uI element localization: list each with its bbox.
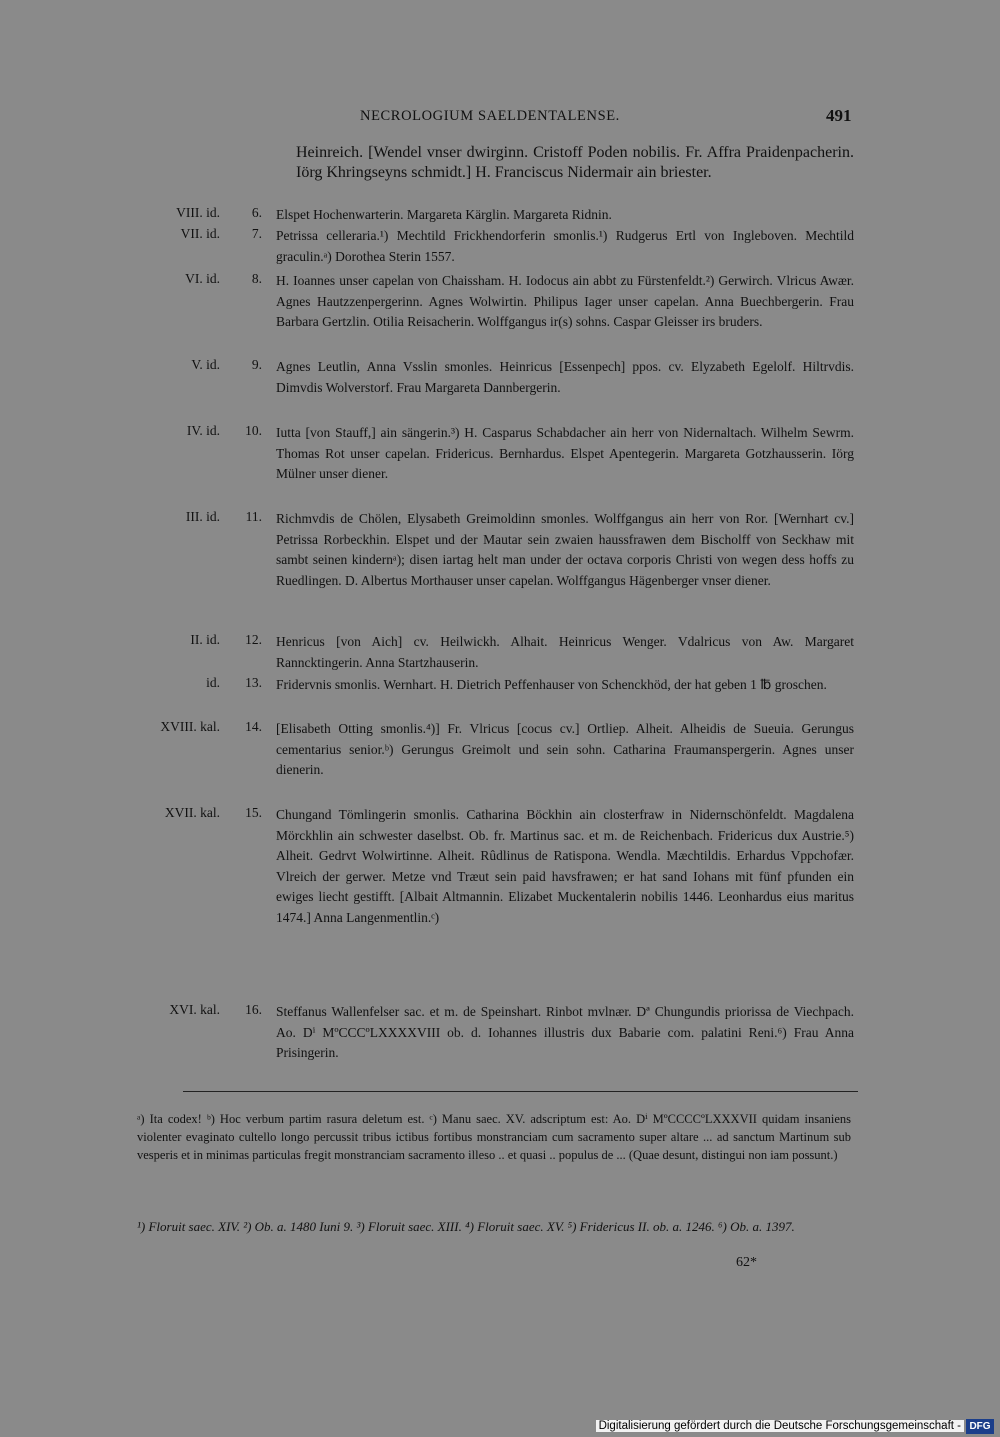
entry-text: Fridervnis smonlis. Wernhart. H. Dietrich Peffenhauser von Schenckhöd, der hat geben 1 ℔ groschen. [276, 677, 827, 692]
necrology-entry [0, 632, 1000, 675]
funding-credit: Digitalisierung gefördert durch die Deutsche Forschungsgemeinschaft - [596, 1420, 964, 1432]
entry-day: 6. [251, 205, 262, 220]
entry-date: VI. id. [185, 271, 220, 286]
necrology-entry [0, 423, 1000, 509]
entry-day: 9. [251, 357, 262, 372]
dfg-logo: DFG [966, 1419, 994, 1434]
entry-text: H. Ioannes unser capelan von Chaissham. H. Iodocus ain abbt zu Fürstenfeldt.²) Gerwirch. Vlricus Awær. Agnes Hautzzenpergerinn. Agnes Wolwirtin. Philipus Iager unser capelan. Anna Buechbergerin. Frau Barbara Gertzlin. Otilia Reisacherin. Wolffgangus ir(s) sohns. Caspar Gleisser irs bruders. [276, 273, 854, 330]
entry-day: 16. [245, 1002, 262, 1017]
signature-mark: 62* [736, 1255, 757, 1270]
entry-date: XVIII. kal. [160, 719, 220, 734]
entry-day: 15. [245, 805, 262, 820]
necrology-entry [0, 205, 1000, 226]
necrology-entry [0, 675, 1000, 719]
entry-date: III. id. [185, 509, 220, 524]
entry-day: 12. [245, 632, 262, 647]
entry-day: 10. [245, 423, 262, 438]
entry-day: 7. [251, 226, 262, 241]
entry-text: Elspet Hochenwarterin. Margareta Kärglin. Margareta Ridnin. [276, 207, 612, 222]
necrology-entry [0, 509, 1000, 632]
necrology-entry [0, 357, 1000, 423]
page-number: 491 [826, 106, 852, 125]
entry-text: Richmvdis de Chölen, Elysabeth Greimoldinn smonles. Wolffgangus ain herr von Ror. [Wernhart cv.] Petrissa Rorbeckhin. Elspet und der Mautar sein zwaien haussfrawen dem Bischolff von Seckhaw mit sambt seinen kindernᵃ); disen iartag helt man under der octava corporis Christi von wegen dess hoffs zu Ruedlingen. D. Albertus Morthauser unser capelan. Wolffgangus Hägenberger vnser diener. [276, 511, 854, 588]
entry-text: Chungand Tömlingerin smonlis. Catharina Böckhin ain closterfraw in Nidernschönfeldt. Magdalena Mörckhlin ain schwester daselbst. Ob. fr. Martinus sac. et m. de Reichenbach. Fridericus dux Austrie.⁵) Alheit. Gedrvt Wolwirtinne. Alheit. Rûdlinus de Ratispona. Wendla. Mæchtildis. Erhardus Vppchofær. Vlreich der gerwer. Metze vnd Træut sein paid havsfrawen; er hat sand Iohans mit fünf pfunden ein ewiges liecht gestifft. [Albait Altmannin. Elizabet Muckentalerin nobilis 1446. Leonhardus eius maritus 1474.] Anna Langenmentlin.ᶜ) [276, 807, 854, 925]
entry-date: II. id. [190, 632, 220, 647]
entry-text: Steffanus Wallenfelser sac. et m. de Speinshart. Rinbot mvlnær. Dª Chungundis priorissa de Viechpach. Ao. Dⁱ MºCCCºLXXXXVIII ob. d. Iohannes illustris dux Babarie com. palatini Reni.⁶) Frau Anna Prisingerin. [276, 1004, 854, 1061]
entry-date: XVI. kal. [169, 1002, 220, 1017]
entry-day: 14. [245, 719, 262, 734]
letter-footnotes: ᵃ) Ita codex! ᵇ) Hoc verbum partim rasura deletum est. ᶜ) Manu saec. XV. adscriptum est: Ao. Dⁱ MºCCCCºLXXXVII quidam insaniens violenter evaginato cultello longo percussit tribus ictibus fortibus monstranciam cum sacramento super altare ... ad sanctum Martinum sub vesperis et in minimas particulas fregit monstranciam sacramento illeso .. et quasi .. populus de ... (Quae desunt, distingui non iam possunt.) [137, 1112, 851, 1162]
number-footnotes: ¹) Floruit saec. XIV. ²) Ob. a. 1480 Iuni 9. ³) Floruit saec. XIII. ⁴) Floruit saec. XV. ⁵) Fridericus II. ob. a. 1246. ⁶) Ob. a. 1397. [137, 1219, 795, 1234]
entry-date: V. id. [191, 357, 220, 372]
entry-date: IV. id. [186, 423, 220, 438]
entry-text: Agnes Leutlin, Anna Vsslin smonles. Heinricus [Essenpech] ppos. cv. Elyzabeth Egelolf. Hiltrvdis. Dimvdis Wolverstorf. Frau Margareta Dannbergerin. [276, 359, 854, 395]
necrology-entry [0, 1002, 1000, 1088]
entry-day: 13. [245, 675, 262, 690]
entry-text: Heinreich. [Wendel vnser dwirginn. Cristoff Poden nobilis. Fr. Affra Praidenpacherin. Iörg Khringseyns schmidt.] H. Franciscus Nidermair ain briester. [296, 144, 854, 181]
necrology-entry [0, 226, 1000, 271]
entry-text: [Elisabeth Otting smonlis.⁴)] Fr. Vlricus [cocus cv.] Ortliep. Alheit. Alheidis de Sueuia. Gerungus cementarius senior.ᵇ) Gerungus Greimolt und sein sohn. Catharina Fraumanspergerin. Agnes unser dienerin. [276, 721, 854, 778]
entry-day: 8. [251, 271, 262, 286]
page-header [0, 108, 1000, 134]
necrology-entry [0, 271, 1000, 357]
entry-day: 11. [245, 509, 262, 524]
running-title: NECROLOGIUM SAELDENTALENSE. [360, 108, 620, 124]
footnote-rule [183, 1091, 858, 1092]
entry-date: XVII. kal. [164, 805, 220, 820]
necrology-entry [0, 805, 1000, 1002]
necrology-entry [0, 719, 1000, 805]
entry-date: id. [206, 675, 220, 690]
entry-text: Henricus [von Aich] cv. Heilwickh. Alhait. Heinricus Wenger. Vdalricus von Aw. Margaret Ranncktingerin. Anna Startzhauserin. [276, 634, 854, 670]
entry-date: VIII. id. [176, 205, 220, 220]
entry-text: Iutta [von Stauff,] ain sängerin.³) H. Casparus Schabdacher ain herr von Nidernaltach. Wilhelm Sewrm. Thomas Rot unser capelan. Fridericus. Bernhardus. Elspet Apentegerin. Margareta Gotzhausserin. Iörg Mülner unser diener. [276, 425, 854, 482]
digitization-footer [0, 1418, 1000, 1437]
necrology-entry [0, 143, 1000, 205]
entry-text: Petrissa celleraria.¹) Mechtild Frickhendorferin smonlis.¹) Rudgerus Ertl von Ingleboven. Mechtild graculin.ᵃ) Dorothea Sterin 1557. [276, 228, 854, 264]
entry-date: VII. id. [180, 226, 220, 241]
necrology-entries [0, 143, 1000, 1088]
